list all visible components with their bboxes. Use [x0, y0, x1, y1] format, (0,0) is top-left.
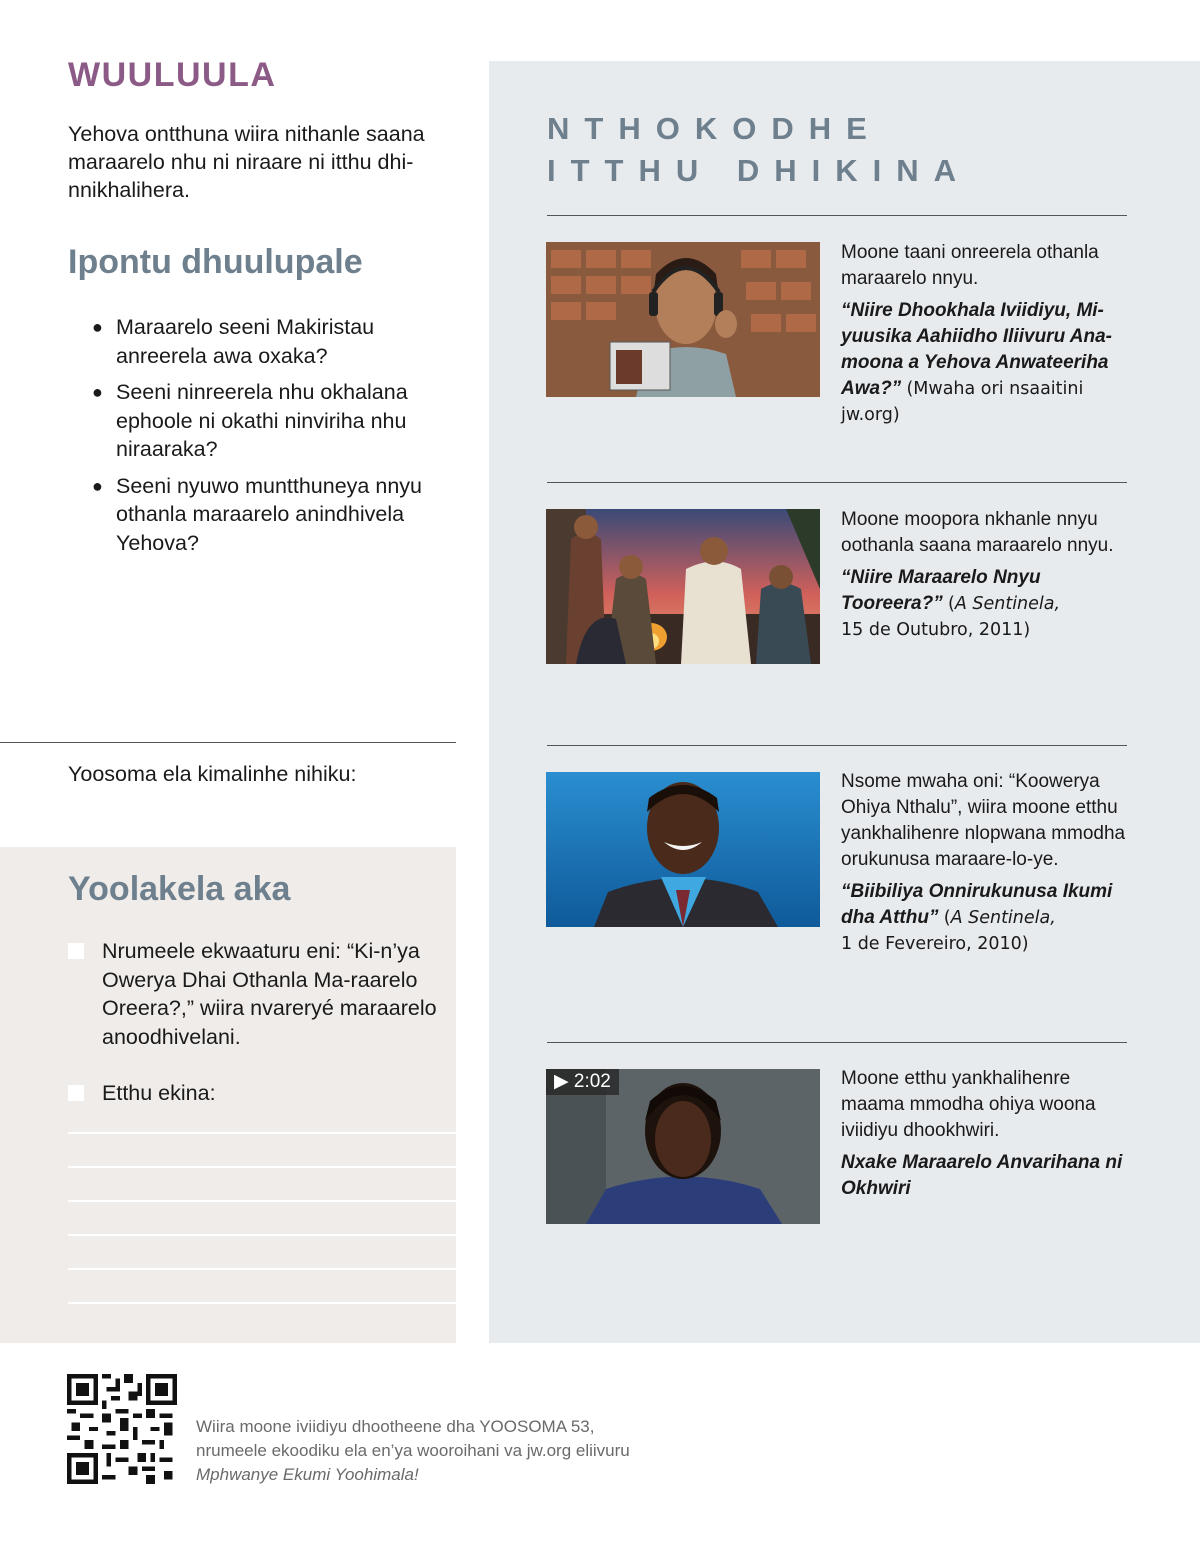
heading-line: NTHOKODHE — [547, 111, 882, 146]
article-image[interactable] — [546, 772, 820, 927]
divider — [547, 745, 1127, 746]
heading-line: ITTHU DHIKINA — [547, 153, 972, 188]
article-description: Moone taani onreerela othanla maraarelo nnyu. — [841, 242, 1099, 289]
writing-line[interactable] — [68, 1302, 456, 1304]
goals-heading: Yoolakela aka — [68, 870, 291, 908]
divider — [547, 482, 1127, 483]
divider — [547, 215, 1127, 216]
article-text — [841, 240, 1131, 434]
completion-date-label: Yoosoma ela kimalinhe nihiku: — [68, 762, 357, 786]
article-description: Nsome mwaha oni: “Koowerya Ohiya Nthalu”, wiira moone etthu yankhalihenre nlopwana mmodha orukunusa maraare-lo-ye. — [841, 771, 1126, 870]
goal-text: Etthu ekina: — [102, 1081, 216, 1105]
article-image[interactable] — [546, 242, 820, 397]
writing-line[interactable] — [68, 1166, 456, 1168]
goal-item — [68, 937, 438, 1051]
question-text: Seeni nyuwo muntthuneya nnyu othanla maraarelo anindhivela Yehova? — [116, 473, 422, 555]
goal-item — [68, 1079, 438, 1108]
book-title-link[interactable]: Mphwanye Ekumi Yoohimala! — [196, 1465, 419, 1484]
bullet-icon: ● — [92, 475, 103, 496]
writing-line[interactable] — [68, 1268, 456, 1270]
qr-code[interactable] — [67, 1374, 177, 1484]
divider — [0, 742, 456, 743]
summary-heading: WUULUULA — [68, 56, 277, 94]
question-item — [90, 313, 460, 370]
question-item — [90, 378, 460, 464]
questions-list — [90, 313, 460, 565]
article-source: (A Sentinela, 15 de Outubro, 2011) — [841, 594, 1061, 640]
question-text: Maraarelo seeni Makiristau anreerela awa oxaka? — [116, 315, 375, 368]
writing-line[interactable] — [68, 1132, 456, 1134]
article-text — [841, 769, 1131, 963]
article-source: (Mwaha ori nsaaitini jw.org) — [841, 379, 1084, 425]
divider — [547, 1042, 1127, 1043]
article-image[interactable] — [546, 509, 820, 664]
article-source: (A Sentinela, 1 de Fevereiro, 2010) — [841, 908, 1056, 954]
article-description: Moone moopora nkhanle nnyu oothanla saana maraarelo nnyu. — [841, 509, 1114, 556]
bullet-icon: ● — [92, 317, 103, 337]
video-description: Moone etthu yankhalihenre maama mmodha ohiya woona iviidiyu dhookhwiri. — [841, 1068, 1096, 1141]
article-text — [841, 507, 1131, 649]
article-title-link[interactable]: “Biibiliya Onnirukunusa Ikumi dha Atthu” — [841, 881, 1113, 928]
questions-heading: Ipontu dhuulupale — [68, 243, 363, 281]
article-title-link[interactable]: “Niire Maraarelo Nnyu Tooreera?” — [841, 567, 1041, 614]
article-text — [841, 1066, 1131, 1208]
question-item — [90, 472, 460, 558]
question-text: Seeni ninreerela nhu okhalana ephoole ni okathi ninviriha nhu niraaraka? — [116, 380, 408, 461]
footer-text — [196, 1415, 666, 1487]
checkbox[interactable] — [68, 1085, 84, 1101]
video-duration-badge: ▶ 2:02 — [546, 1069, 619, 1095]
writing-line[interactable] — [68, 1200, 456, 1202]
video-thumbnail[interactable] — [546, 1069, 820, 1224]
article-title-link[interactable]: “Niire Dhookhala Iviidiyu, Mi-yuusika Aahiidho Iliivuru Ana-moona a Yehova Anwateeriha Awa?” — [841, 300, 1112, 399]
video-title-link[interactable]: Nxake Maraarelo Anvarihana ni Okhwiri — [841, 1152, 1123, 1199]
writing-line[interactable] — [68, 1234, 456, 1236]
related-heading — [547, 108, 971, 192]
goal-text: Nrumeele ekwaaturu eni: “Ki-n’ya Owerya Dhai Othanla Ma-raarelo Oreera?,” wiira nvareryé maraarelo anoodhivelani. — [102, 939, 437, 1049]
bullet-icon: ● — [92, 382, 103, 402]
checkbox[interactable] — [68, 943, 84, 959]
summary-text: Yehova ontthuna wiira nithanle saana maraarelo nhu ni niraare ni itthu dhi-nnikhalihera. — [68, 122, 425, 202]
footer-text-main: Wiira moone iviidiyu dhootheene dha YOOSOMA 53, nrumeele ekoodiku ela en’ya wooroihani va jw.org eliivuru — [196, 1417, 630, 1460]
